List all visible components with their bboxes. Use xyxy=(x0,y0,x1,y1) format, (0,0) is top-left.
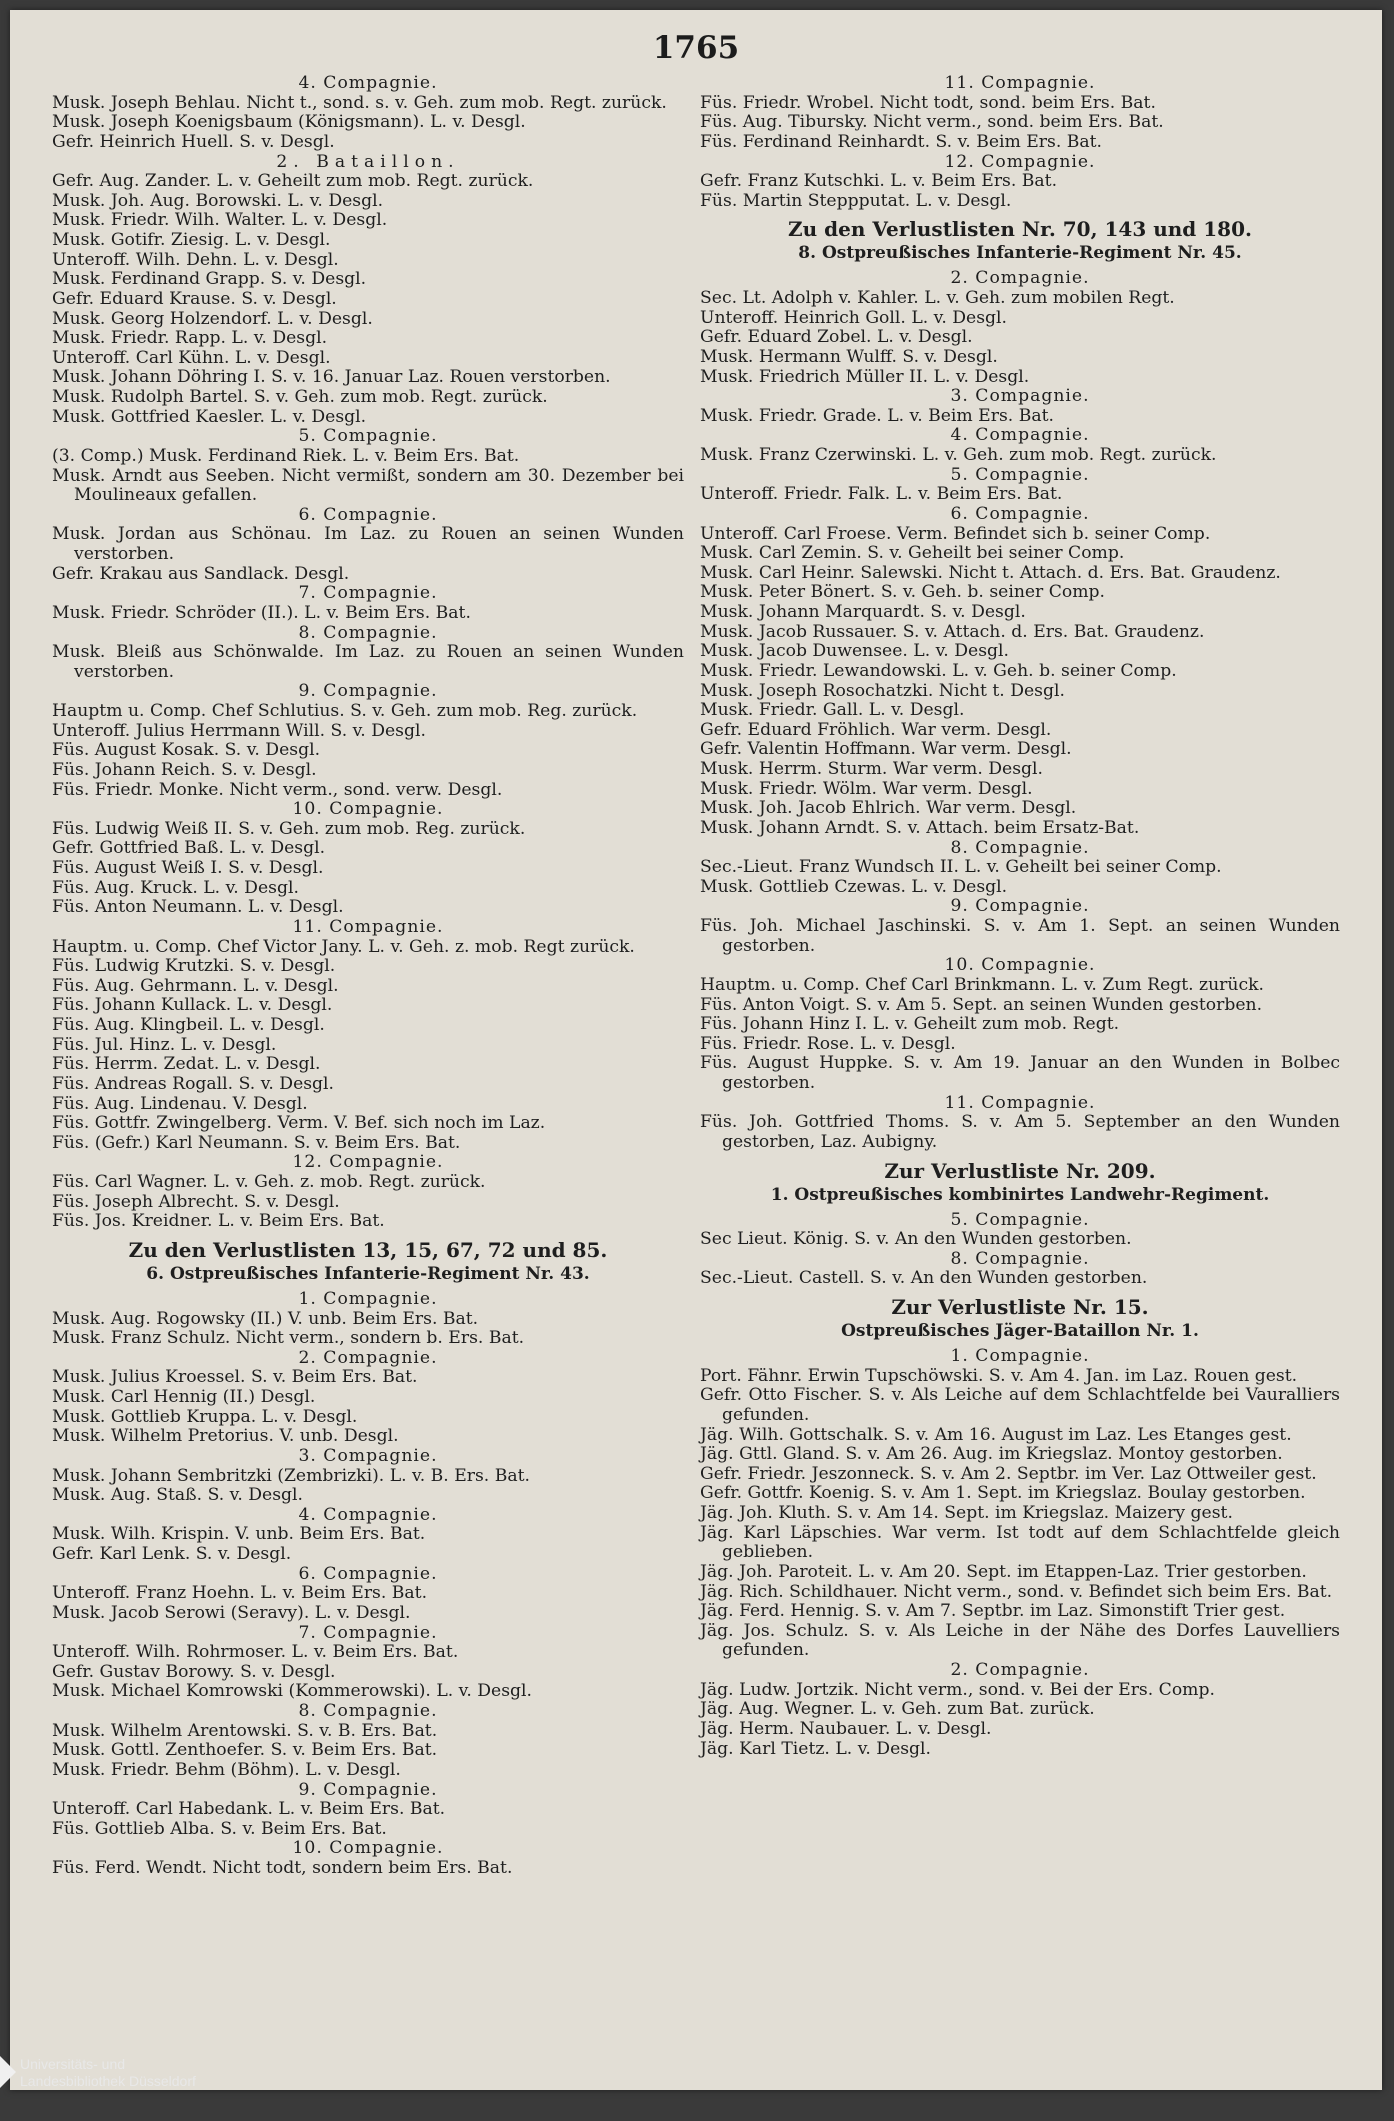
casualty-entry: Musk. Gotifr. Ziesig. L. v. Desgl. xyxy=(52,230,331,250)
regiment-title: 1. Ostpreußisches kombinirtes Landwehr-Regiment. xyxy=(770,1184,1270,1205)
casualty-entry: Musk. Joseph Behlau. Nicht t., sond. s. v. Geh. zum mob. Regt. zurück. xyxy=(52,92,667,113)
casualty-entry: Jäg. Wilh. Gottschalk. S. v. Am 16. August im Laz. Les Etanges gest. xyxy=(700,1424,1292,1445)
casualty-entry: Musk. Friedr. Schröder (II.). L. v. Beim Ers. Bat. xyxy=(52,602,471,623)
casualty-entry: Musk. Friedr. Wilh. Walter. L. v. Desgl. xyxy=(52,210,388,231)
casualty-entry: Unteroff. Wilh. Dehn. L. v. Desgl. xyxy=(52,249,339,270)
casualty-entry: Gefr. Eduard Zobel. L. v. Desgl. xyxy=(700,327,973,348)
casualty-entry: Jäg. Aug. Wegner. L. v. Geh. zum Bat. zurück. xyxy=(700,1699,1095,1720)
casualty-entry: Füs. Jul. Hinz. L. v. Desgl. xyxy=(52,1034,277,1055)
casualty-entry: Füs. Johann Kullack. L. v. Desgl. xyxy=(52,995,333,1016)
casualty-entry: Musk. Joseph Koenigsbaum (Königsmann). L. v. Desgl. xyxy=(52,112,526,133)
casualty-entry: Musk. Wilh. Krispin. V. unb. Beim Ers. Bat. xyxy=(52,1524,426,1545)
casualty-entry: Musk. Johann Arndt. S. v. Attach. beim Ersatz-Bat. xyxy=(700,817,1140,838)
company-heading: 2. Compagnie. xyxy=(298,1347,438,1368)
company-heading: 10. Compagnie. xyxy=(944,955,1096,976)
company-heading: 4. Compagnie. xyxy=(298,73,438,93)
regiment-title: Ostpreußisches Jäger-Bataillon Nr. 1. xyxy=(841,1321,1199,1341)
casualty-entry: Füs. Carl Wagner. L. v. Geh. z. mob. Regt. zurück. xyxy=(52,1172,486,1192)
company-heading: 8. Compagnie. xyxy=(298,622,438,643)
casualty-entry: Port. Fähnr. Erwin Tupschöwski. S. v. Am 4. Jan. im Laz. Rouen gest. xyxy=(700,1365,1298,1386)
company-heading: 8. Compagnie. xyxy=(298,1701,438,1721)
casualty-entry: Füs. August Huppke. S. v. Am 19. Januar an den Wunden in Bolbec gestorben. xyxy=(700,1053,1340,1093)
right-column xyxy=(700,74,1340,1759)
casualty-entry: Jäg. Jos. Schulz. S. v. Als Leiche in der Nähe des Dorfes Lauvelliers gefunden. xyxy=(700,1620,1340,1661)
play-arrow-icon xyxy=(0,2056,16,2088)
casualty-entry: Füs. Andreas Rogall. S. v. Desgl. xyxy=(52,1073,335,1094)
company-heading: 2. Compagnie. xyxy=(950,268,1090,289)
library-name-line2: Landesbibliothek Düsseldorf xyxy=(20,2073,196,2089)
casualty-entry: Gefr. Krakau aus Sandlack. Desgl. xyxy=(52,563,350,584)
casualty-entry: Jäg. Joh. Kluth. S. v. Am 14. Sept. im Kriegslaz. Maizery gest. xyxy=(700,1503,1233,1523)
company-heading: 5. Compagnie. xyxy=(950,1209,1090,1230)
casualty-entry: Füs. Johann Reich. S. v. Desgl. xyxy=(52,759,317,780)
casualty-entry: Füs. Joh. Gottfried Thoms. S. v. Am 5. September an den Wunden gestorben, Laz. Aubigny. xyxy=(700,1112,1340,1152)
casualty-entry: Sec. Lt. Adolph v. Kahler. L. v. Geh. zum mobilen Regt. xyxy=(700,288,1175,308)
casualty-entry: Musk. Joh. Aug. Borowski. L. v. Desgl. xyxy=(52,190,384,211)
casualty-entry: Musk. Johann Marquardt. S. v. Desgl. xyxy=(700,602,1026,622)
company-heading: 5. Compagnie. xyxy=(950,464,1090,485)
casualty-entry: Füs. Martin Steppputat. L. v. Desgl. xyxy=(700,190,1012,211)
casualty-entry: Musk. Johann Sembritzki (Zembrizki). L. v. B. Ers. Bat. xyxy=(52,1465,530,1486)
company-heading: 11. Compagnie. xyxy=(944,1092,1096,1113)
casualty-entry: Musk. Gottfried Kaesler. L. v. Desgl. xyxy=(52,406,367,427)
casualty-entry: Gefr. Karl Lenk. S. v. Desgl. xyxy=(52,1544,292,1564)
casualty-entry: Musk. Michael Komrowski (Kommerowski). L. v. Desgl. xyxy=(52,1681,533,1702)
section-title: Zu den Verlustlisten 13, 15, 67, 72 und 85. xyxy=(128,1237,608,1262)
company-heading: 2. Compagnie. xyxy=(950,1660,1090,1680)
casualty-entry: Musk. Georg Holzendorf. L. v. Desgl. xyxy=(52,308,373,329)
company-heading: 11. Compagnie. xyxy=(292,916,444,937)
casualty-entry: Musk. Friedr. Lewandowski. L. v. Geh. b. seiner Comp. xyxy=(700,660,1177,681)
company-heading: 11. Compagnie. xyxy=(944,73,1096,93)
casualty-entry: Unteroff. Friedr. Falk. L. v. Beim Ers. Bat. xyxy=(700,484,1063,505)
company-heading: 3. Compagnie. xyxy=(298,1445,438,1466)
section-title: Zur Verlustliste Nr. 15. xyxy=(891,1295,1149,1319)
casualty-entry: Füs. Gottfr. Zwingelberg. Verm. V. Bef. sich noch im Laz. xyxy=(52,1113,546,1134)
casualty-entry: Füs. Joseph Albrecht. S. v. Desgl. xyxy=(52,1191,340,1212)
casualty-entry: Füs. Aug. Lindenau. V. Desgl. xyxy=(52,1093,308,1114)
page-number: 1765 xyxy=(652,30,740,66)
company-heading: 6. Compagnie. xyxy=(298,504,438,525)
casualty-entry: Füs. Aug. Gehrmann. L. v. Desgl. xyxy=(52,975,339,996)
casualty-entry: Musk. Jacob Russauer. S. v. Attach. d. Ers. Bat. Graudenz. xyxy=(700,621,1205,642)
casualty-entry: Füs. Aug. Kruck. L. v. Desgl. xyxy=(52,877,299,898)
casualty-entry: Jäg. Gttl. Gland. S. v. Am 26. Aug. im Kriegslaz. Montoy gestorben. xyxy=(700,1444,1283,1465)
casualty-entry: Füs. Friedr. Monke. Nicht verm., sond. verw. Desgl. xyxy=(52,779,503,800)
company-heading: 10. Compagnie. xyxy=(292,1838,444,1859)
casualty-entry: Unteroff. Carl Habedank. L. v. Beim Ers. Bat. xyxy=(52,1799,446,1820)
casualty-entry: Musk. Aug. Staß. S. v. Desgl. xyxy=(52,1485,303,1506)
casualty-entry: Gefr. Otto Fischer. S. v. Als Leiche auf dem Schlachtfelde bei Vauralliers gefunden. xyxy=(700,1385,1340,1425)
casualty-entry: Füs. August Weiß I. S. v. Desgl. xyxy=(52,858,324,878)
casualty-entry: Musk. Friedr. Gall. L. v. Desgl. xyxy=(700,700,965,721)
battalion-heading: 2. Bataillon. xyxy=(276,151,460,172)
company-heading: 9. Compagnie. xyxy=(298,681,438,702)
casualty-entry: Füs. Friedr. Rose. L. v. Desgl. xyxy=(700,1033,956,1054)
casualty-entry: Füs. Joh. Michael Jaschinski. S. v. Am 1. Sept. an seinen Wunden gestorben. xyxy=(700,916,1340,956)
casualty-entry: Unteroff. Heinrich Goll. L. v. Desgl. xyxy=(700,307,1007,328)
casualty-entry: Füs. August Kosak. S. v. Desgl. xyxy=(52,740,321,761)
casualty-entry: Gefr. Gustav Borowy. S. v. Desgl. xyxy=(52,1661,336,1682)
casualty-entry: Füs. Anton Voigt. S. v. Am 5. Sept. an seinen Wunden gestorben. xyxy=(700,994,1263,1015)
casualty-entry: Gefr. Aug. Zander. L. v. Geheilt zum mob. Regt. zurück. xyxy=(52,171,534,192)
casualty-entry: Jäg. Karl Tietz. L. v. Desgl. xyxy=(700,1738,932,1759)
casualty-entry: Füs. Ferd. Wendt. Nicht todt, sondern beim Ers. Bat. xyxy=(52,1858,513,1878)
casualty-entry: Hauptm. u. Comp. Chef Carl Brinkmann. L. v. Zum Regt. zurück. xyxy=(700,974,1264,995)
casualty-entry: Gefr. Eduard Krause. S. v. Desgl. xyxy=(52,288,337,309)
casualty-entry: Musk. Arndt aus Seeben. Nicht vermißt, sondern am 30. Dezember bei Moulineaux gefallen. xyxy=(52,465,684,506)
company-heading: 1. Compagnie. xyxy=(950,1346,1090,1366)
company-heading: 7. Compagnie. xyxy=(298,583,438,604)
company-heading: 7. Compagnie. xyxy=(298,1622,438,1643)
casualty-entry: Gefr. Friedr. Jeszonneck. S. v. Am 2. Septbr. im Ver. Laz Ottweiler gest. xyxy=(700,1463,1317,1484)
casualty-entry: Füs. Aug. Tibursky. Nicht verm., sond. beim Ers. Bat. xyxy=(700,112,1164,133)
casualty-entry: Musk. Wilhelm Pretorius. V. unb. Desgl. xyxy=(52,1426,399,1447)
company-heading: 5. Compagnie. xyxy=(298,426,438,447)
company-heading: 6. Compagnie. xyxy=(950,503,1090,524)
casualty-entry: Jäg. Ludw. Jortzik. Nicht verm., sond. v. Bei der Ers. Comp. xyxy=(700,1679,1215,1700)
company-heading: 9. Compagnie. xyxy=(950,896,1090,917)
casualty-entry: Musk. Franz Schulz. Nicht verm., sondern b. Ers. Bat. xyxy=(52,1328,525,1349)
casualty-entry: Musk. Jordan aus Schönau. Im Laz. zu Rouen an seinen Wunden verstorben. xyxy=(52,524,684,564)
casualty-entry: Gefr. Valentin Hoffmann. War verm. Desgl. xyxy=(700,739,1072,760)
casualty-entry: Musk. Julius Kroessel. S. v. Beim Ers. Bat. xyxy=(52,1367,418,1388)
company-heading: 6. Compagnie. xyxy=(298,1563,438,1584)
casualty-entry: Musk. Aug. Rogowsky (II.) V. unb. Beim Ers. Bat. xyxy=(52,1308,479,1329)
company-heading: 4. Compagnie. xyxy=(950,425,1090,446)
casualty-entry: Gefr. Franz Kutschki. L. v. Beim Ers. Bat. xyxy=(700,171,1058,192)
casualty-entry: Füs. Anton Neumann. L. v. Desgl. xyxy=(52,897,344,918)
casualty-entry: Musk. Friedr. Grade. L. v. Beim Ers. Bat. xyxy=(700,405,1054,426)
library-logo xyxy=(0,2048,260,2118)
casualty-entry: Füs. Gottlieb Alba. S. v. Beim Ers. Bat. xyxy=(52,1818,387,1839)
casualty-entry: Jäg. Herm. Naubauer. L. v. Desgl. xyxy=(700,1718,992,1739)
casualty-entry: Hauptm u. Comp. Chef Schlutius. S. v. Geh. zum mob. Reg. zurück. xyxy=(52,701,638,721)
company-heading: 4. Compagnie. xyxy=(298,1504,438,1525)
casualty-entry: Füs. (Gefr.) Karl Neumann. S. v. Beim Ers. Bat. xyxy=(52,1132,461,1153)
left-column xyxy=(52,74,684,1879)
casualty-entry: Musk. Friedr. Rapp. L. v. Desgl. xyxy=(52,328,328,349)
casualty-entry: Musk. Carl Zemin. S. v. Geheilt bei seiner Comp. xyxy=(700,543,1125,564)
casualty-entry: Musk. Gottlieb Kruppa. L. v. Desgl. xyxy=(52,1406,358,1427)
casualty-entry: (3. Comp.) Musk. Ferdinand Riek. L. v. Beim Ers. Bat. xyxy=(52,445,520,466)
casualty-entry: Musk. Friedrich Müller II. L. v. Desgl. xyxy=(700,366,1030,387)
casualty-entry: Musk. Hermann Wulff. S. v. Desgl. xyxy=(700,346,998,367)
casualty-entry: Unteroff. Wilh. Rohrmoser. L. v. Beim Ers. Bat. xyxy=(52,1642,459,1663)
company-heading: 10. Compagnie. xyxy=(292,799,444,820)
section-title: Zu den Verlustlisten Nr. 70, 143 und 180. xyxy=(788,217,1252,242)
casualty-entry: Füs. Johann Hinz I. L. v. Geheilt zum mob. Regt. xyxy=(700,1014,1120,1035)
casualty-entry: Musk. Carl Heinr. Salewski. Nicht t. Attach. d. Ers. Bat. Graudenz. xyxy=(700,562,1281,583)
casualty-entry: Musk. Carl Hennig (II.) Desgl. xyxy=(52,1387,316,1407)
casualty-entry: Musk. Ferdinand Grapp. S. v. Desgl. xyxy=(52,269,367,290)
casualty-entry: Füs. Friedr. Wrobel. Nicht todt, sond. beim Ers. Bat. xyxy=(700,92,1156,113)
casualty-entry: Unteroff. Franz Hoehn. L. v. Beim Ers. Bat. xyxy=(52,1583,428,1604)
company-heading: 12. Compagnie. xyxy=(292,1152,444,1173)
section-title: Zur Verlustliste Nr. 209. xyxy=(884,1158,1156,1183)
company-heading: 12. Compagnie. xyxy=(944,151,1096,172)
casualty-entry: Musk. Joh. Jacob Ehlrich. War verm. Desgl. xyxy=(700,798,1077,819)
casualty-entry: Jäg. Joh. Paroteit. L. v. Am 20. Sept. im Etappen-Laz. Trier gestorben. xyxy=(700,1561,1307,1582)
casualty-entry: Musk. Jacob Serowi (Seravy). L. v. Desgl. xyxy=(52,1602,411,1623)
newspaper-page xyxy=(10,10,1382,2090)
casualty-entry: Musk. Johann Döhring I. S. v. 16. Januar Laz. Rouen verstorben. xyxy=(52,367,611,388)
casualty-entry: Jäg. Karl Läpschies. War verm. Ist todt auf dem Schlachtfelde gleich geblieben. xyxy=(700,1522,1340,1563)
regiment-title: 8. Ostpreußisches Infanterie-Regiment Nr. 45. xyxy=(798,243,1242,264)
casualty-entry: Musk. Joseph Rosochatzki. Nicht t. Desgl. xyxy=(700,680,1065,701)
casualty-entry: Musk. Bleiß aus Schönwalde. Im Laz. zu Rouen an seinen Wunden verstorben. xyxy=(52,642,684,682)
casualty-entry: Füs. Jos. Kreidner. L. v. Beim Ers. Bat. xyxy=(52,1211,385,1232)
casualty-entry: Musk. Rudolph Bartel. S. v. Geh. zum mob. Regt. zurück. xyxy=(52,387,548,407)
casualty-entry: Füs. Ludwig Weiß II. S. v. Geh. zum mob. Reg. zurück. xyxy=(52,818,526,839)
casualty-entry: Sec Lieut. König. S. v. An den Wunden gestorben. xyxy=(700,1229,1132,1250)
casualty-entry: Unteroff. Julius Herrmann Will. S. v. Desgl. xyxy=(52,720,426,741)
casualty-entry: Jäg. Rich. Schildhauer. Nicht verm., sond. v. Befindet sich beim Ers. Bat. xyxy=(700,1581,1333,1602)
casualty-entry: Musk. Franz Czerwinski. L. v. Geh. zum mob. Regt. zurück. xyxy=(700,445,1217,465)
casualty-entry: Hauptm. u. Comp. Chef Victor Jany. L. v. Geh. z. mob. Regt zurück. xyxy=(52,936,635,957)
company-heading: 1. Compagnie. xyxy=(298,1288,438,1309)
casualty-entry: Musk. Wilhelm Arentowski. S. v. B. Ers. Bat. xyxy=(52,1720,438,1741)
casualty-entry: Musk. Jacob Duwensee. L. v. Desgl. xyxy=(700,641,1009,662)
casualty-entry: Sec.-Lieut. Franz Wundsch II. L. v. Geheilt bei seiner Comp. xyxy=(700,857,1222,878)
casualty-entry: Musk. Friedr. Wölm. War verm. Desgl. xyxy=(700,778,1033,799)
casualty-entry: Füs. Aug. Klingbeil. L. v. Desgl. xyxy=(52,1015,325,1035)
casualty-entry: Füs. Ludwig Krutzki. S. v. Desgl. xyxy=(52,956,336,977)
company-heading: 8. Compagnie. xyxy=(950,1248,1090,1269)
casualty-entry: Musk. Friedr. Behm (Böhm). L. v. Desgl. xyxy=(52,1759,401,1780)
library-name-line1: Universitäts- und xyxy=(20,2056,126,2072)
regiment-title: 6. Ostpreußisches Infanterie-Regiment Nr. 43. xyxy=(146,1263,590,1284)
casualty-entry: Gefr. Gottfried Baß. L. v. Desgl. xyxy=(52,838,326,859)
casualty-entry: Jäg. Ferd. Hennig. S. v. Am 7. Septbr. im Laz. Simonstift Trier gest. xyxy=(700,1601,1286,1622)
company-heading: 3. Compagnie. xyxy=(950,386,1090,407)
casualty-entry: Füs. Ferdinand Reinhardt. S. v. Beim Ers. Bat. xyxy=(700,131,1103,152)
casualty-entry: Gefr. Heinrich Huell. S. v. Desgl. xyxy=(52,131,335,152)
casualty-entry: Füs. Herrm. Zedat. L. v. Desgl. xyxy=(52,1054,321,1075)
casualty-entry: Unteroff. Carl Kühn. L. v. Desgl. xyxy=(52,347,331,368)
company-heading: 9. Compagnie. xyxy=(298,1779,438,1800)
casualty-entry: Gefr. Eduard Fröhlich. War verm. Desgl. xyxy=(700,719,1052,740)
casualty-entry: Sec.-Lieut. Castell. S. v. An den Wunden gestorben. xyxy=(700,1268,1148,1289)
casualty-entry: Musk. Gottl. Zenthoefer. S. v. Beim Ers. Bat. xyxy=(52,1740,438,1761)
casualty-entry: Unteroff. Carl Froese. Verm. Befindet sich b. seiner Comp. xyxy=(700,523,1211,544)
casualty-entry: Musk. Gottlieb Czewas. L. v. Desgl. xyxy=(700,876,1008,897)
casualty-entry: Gefr. Gottfr. Koenig. S. v. Am 1. Sept. im Kriegslaz. Boulay gestorben. xyxy=(700,1483,1306,1504)
casualty-entry: Musk. Herrm. Sturm. War verm. Desgl. xyxy=(700,759,1043,779)
company-heading: 8. Compagnie. xyxy=(950,837,1090,858)
casualty-entry: Musk. Peter Bönert. S. v. Geh. b. seiner Comp. xyxy=(700,582,1106,603)
